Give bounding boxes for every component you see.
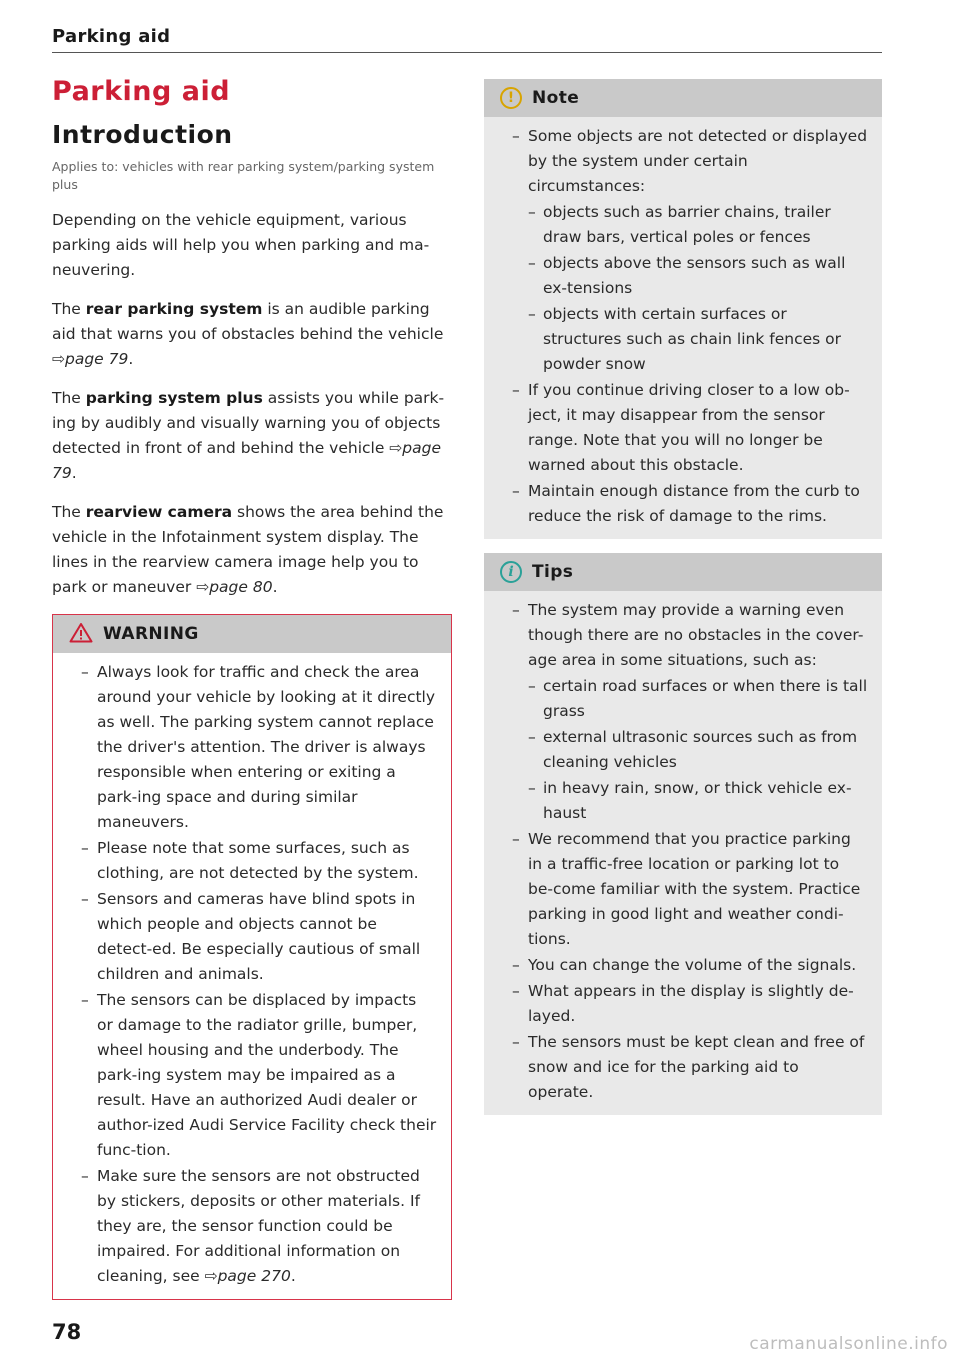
warning-item: – The sensors can be displaced by impacts or damage to the radiator grille, bumper, wheel housing and the underbody. The park-ing system may be impaired as a result. Have an authorized Audi dealer or author-ized Audi Service Facility check their func-tion.	[69, 988, 437, 1163]
header-title: Parking aid	[52, 26, 171, 47]
warning-body	[53, 653, 451, 1299]
intro-paragraph-4	[52, 500, 452, 600]
list-item: – in heavy rain, snow, or thick vehicle ex-haust	[500, 776, 868, 826]
page-ref-arrow-icon: ⇨	[204, 1267, 218, 1285]
warning-triangle-icon	[69, 622, 93, 647]
tips-box	[483, 552, 883, 1116]
warning-last-period: .	[290, 1267, 296, 1285]
warning-item	[69, 1164, 437, 1289]
note-body	[484, 117, 882, 539]
list-item: – objects above the sensors such as wall ex-tensions	[500, 251, 868, 301]
page-ref-link[interactable]: page 79	[52, 439, 442, 482]
intro-paragraph-1: Depending on the vehicle equipment, various parking aids will help you when parking and ma-neuvering.	[52, 211, 430, 279]
list-item: – objects with certain surfaces or structures such as chain link fences or powder snow	[500, 302, 868, 377]
note-header	[484, 79, 882, 117]
page-ref-arrow-icon: ⇨	[52, 350, 65, 368]
warning-header	[53, 615, 451, 653]
list-item: – objects such as barrier chains, trailer draw bars, vertical poles or fences	[500, 200, 868, 250]
warning-label: WARNING	[103, 624, 199, 644]
list-item: – The system may provide a warning even though there are no obstacles in the cover-age area in some situations, such as:	[500, 598, 868, 673]
list-item: – external ultrasonic sources such as from cleaning vehicles	[500, 725, 868, 775]
page-number: 78	[52, 1320, 82, 1344]
intro-paragraph-3	[52, 386, 452, 486]
p4-pre: The	[52, 503, 86, 521]
page-header	[52, 26, 882, 47]
right-column	[483, 78, 883, 1116]
intro-paragraph-2	[52, 297, 452, 372]
page-ref-arrow-icon: ⇨	[389, 439, 403, 457]
tips-header	[484, 553, 882, 591]
list-item: – certain road surfaces or when there is tall grass	[500, 674, 868, 724]
list-item: – Maintain enough distance from the curb to reduce the risk of damage to the rims.	[500, 479, 868, 529]
warning-item: – Please note that some surfaces, such as clothing, are not detected by the system.	[69, 836, 437, 886]
warning-item: – Always look for traffic and check the area around your vehicle by looking at it directly as well. The parking system cannot replace the driver's attention. The driver is always responsible when entering or exiting a park-ing space and during similar maneuvers.	[69, 660, 437, 835]
p2-post: is an audible parking aid that warns you of obstacles behind the vehicle	[52, 300, 444, 343]
section-title: Parking aid	[52, 76, 231, 107]
list-item: – Some objects are not detected or displayed by the system under certain circumstances:	[500, 124, 868, 199]
p4-bold: rearview camera	[85, 503, 233, 521]
note-box	[483, 78, 883, 540]
p3-pre: The	[52, 389, 86, 407]
list-item: – You can change the volume of the signals.	[500, 953, 868, 978]
list-item: – What appears in the display is slightly de-layed.	[500, 979, 868, 1029]
page-ref-link[interactable]: page 270	[217, 1267, 291, 1285]
watermark: carmanualsonline.info	[749, 1334, 948, 1354]
p2-pre: The	[52, 300, 86, 318]
list-item: – We recommend that you practice parking in a traffic-free location or parking lot to be-come familiar with the system. Practice parking in good light and weather condi-tions.	[500, 827, 868, 952]
p4-post: shows the area behind the vehicle in the Infotainment system display. The lines in the rearview camera image help you to park or maneuver	[52, 503, 444, 596]
page-ref-link[interactable]: page 79	[65, 350, 129, 368]
applies-to-text: Applies to: vehicles with rear parking system/parking system plus	[52, 159, 435, 192]
left-column	[52, 76, 452, 1300]
warning-last-pre: Make sure the sensors are not obstructed by stickers, deposits or other materials. If they are, the sensor function could be impaired. For additional information on cleaning, see	[97, 1167, 420, 1285]
warning-box	[52, 614, 452, 1300]
exclamation-circle-icon: !	[500, 87, 522, 109]
header-rule	[52, 52, 882, 53]
tips-body	[484, 591, 882, 1115]
p3-period: .	[71, 464, 77, 482]
p2-bold: rear parking system	[85, 300, 263, 318]
list-item: – The sensors must be kept clean and free of snow and ice for the parking aid to operate.	[500, 1030, 868, 1105]
warning-item: – Sensors and cameras have blind spots in which people and objects cannot be detect-ed. Be especially cautious of small children and animals.	[69, 887, 437, 987]
page-ref-link[interactable]: page 80	[209, 578, 273, 596]
page-ref-arrow-icon: ⇨	[196, 578, 210, 596]
p2-period: .	[128, 350, 134, 368]
sub-title: Introduction	[52, 120, 233, 149]
info-circle-icon: i	[500, 561, 522, 583]
note-label: Note	[532, 88, 580, 108]
tips-label: Tips	[532, 562, 574, 582]
p3-post: assists you while park-ing by audibly and visually warning you of objects detected in front of and behind the vehicle	[52, 389, 445, 457]
list-item: – If you continue driving closer to a low ob-ject, it may disappear from the sensor range. Note that you will no longer be warned about this obstacle.	[500, 378, 868, 478]
p3-bold: parking system plus	[85, 389, 263, 407]
p4-period: .	[272, 578, 278, 596]
